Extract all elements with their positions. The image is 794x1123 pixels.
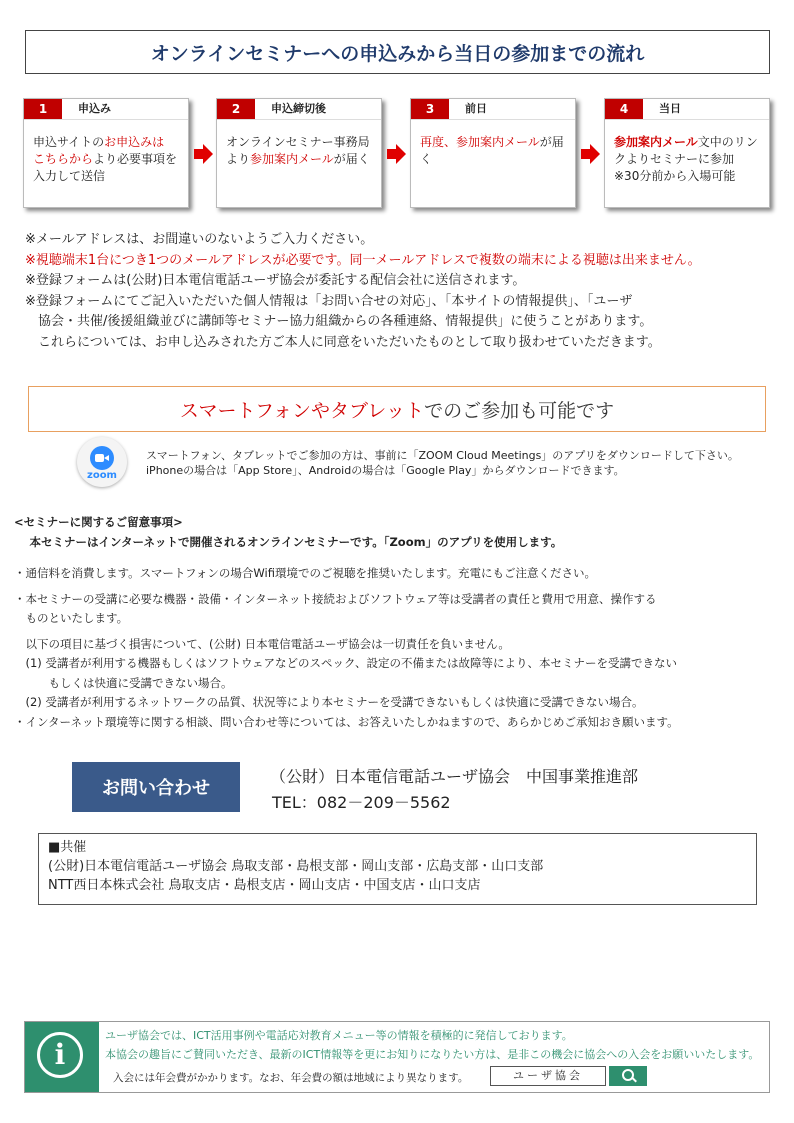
contact-tel: TEL：082－209－5562 bbox=[272, 793, 451, 812]
apply-link[interactable]: お申込みは bbox=[104, 135, 165, 149]
step-label: 当日 bbox=[659, 102, 681, 115]
arrow-icon bbox=[396, 144, 406, 164]
step-number: 1 bbox=[24, 99, 62, 119]
info-icon: i bbox=[37, 1032, 83, 1078]
info-box bbox=[24, 1021, 770, 1093]
cohost-heading: ■共催 bbox=[48, 840, 87, 855]
caution-item: もしくは快適に受講できない場合。 bbox=[14, 675, 233, 690]
note-line: ※登録フォームは(公財)日本電信電話ユーザ協会が委託する配信会社に送信されます。 bbox=[25, 273, 526, 288]
contact-button[interactable]: お問い合わせ bbox=[72, 762, 240, 812]
info-line: 入会には年会費がかかります。なお、年会費の額は地域により異なります。 bbox=[113, 1072, 469, 1084]
zoom-description: スマートフォン、タブレットでご参加の方は、事前に「ZOOM Cloud Meetings」のアプリをダウンロードして下さい。 iPhoneの場合は「App Store」、Androidの場合は「Google Play」からダウンロードできます。 bbox=[146, 449, 739, 477]
step-label: 申込締切後 bbox=[271, 102, 326, 115]
caution-item: ・インターネット環境等に関する相談、問い合わせ等については、お答えいたしかねますので、あらかじめご承知おき願います。 bbox=[14, 714, 679, 729]
step-number: 4 bbox=[605, 99, 643, 119]
note-line: ※メールアドレスは、お間違いのないようご入力ください。 bbox=[25, 232, 374, 247]
step-number: 2 bbox=[217, 99, 255, 119]
step-note: ※30分前から入場可能 bbox=[614, 169, 736, 183]
step-4 bbox=[604, 98, 770, 208]
info-line: 本協会の趣旨にご賛同いただき、最新のICT情報等を更にお知りになりたい方は、是非この機会に協会への入会をお願いいたします。 bbox=[105, 1048, 760, 1061]
note-line: これらについては、お申し込みされた方ご本人に同意をいただいたものとして取り扱わせていただきます。 bbox=[25, 334, 661, 350]
smartphone-banner: スマートフォンやタブレット でのご参加も可能です bbox=[28, 386, 766, 432]
cohost-box bbox=[38, 833, 757, 905]
zoom-logo-icon: zoom bbox=[77, 437, 127, 487]
step-1 bbox=[23, 98, 189, 208]
search-input[interactable]: ユーザ協会 bbox=[490, 1066, 606, 1086]
step-body: オンラインセミナー事務局より参加案内メールが届く bbox=[226, 135, 370, 166]
step-body: 申込サイトのお申込みは こちらからより必要事項を入力して送信 bbox=[33, 135, 178, 183]
step-3 bbox=[410, 98, 576, 208]
step-2 bbox=[216, 98, 382, 208]
info-line: ユーザ協会では、ICT活用事例や電話応対教育メニュー等の情報を積極的に発信しております。 bbox=[105, 1029, 573, 1042]
page-title: オンラインセミナーへの申込みから当日の参加までの流れ bbox=[25, 30, 770, 74]
arrow-icon bbox=[590, 144, 600, 164]
caution-item: ・通信料を消費します。スマートフォンの場合Wifi環境でのご視聴を推奨いたします。充電にもご注意ください。 bbox=[14, 566, 597, 580]
arrow-icon bbox=[203, 144, 213, 164]
cautions-subheading: 本セミナーはインターネットで開催されるオンラインセミナーです。「Zoom」のアプリを使用します。 bbox=[14, 534, 563, 549]
cohost-line: NTT西日本株式会社 鳥取支店・島根支店・岡山支店・中国支店・山口支店 bbox=[48, 878, 481, 893]
contact-org: （公財）日本電信電話ユーザ協会 中国事業推進部 bbox=[270, 767, 639, 786]
step-label: 前日 bbox=[465, 102, 487, 115]
notes bbox=[25, 230, 785, 353]
step-number: 3 bbox=[411, 99, 449, 119]
cohost-line: (公財)日本電信電話ユーザ協会 鳥取支部・島根支部・岡山支部・広島支部・山口支部 bbox=[48, 859, 544, 874]
search-button[interactable] bbox=[609, 1066, 647, 1086]
contact-info bbox=[270, 764, 638, 816]
note-line-warning: ※視聴端末1台につき1つのメールアドレスが必要です。同一メールアドレスで複数の端末による視聴は出来ません。 bbox=[25, 252, 701, 268]
here-link[interactable]: こちらから bbox=[33, 152, 94, 166]
caution-item: (1) 受講者が利用する機器もしくはソフトウェアなどのスペック、設定の不備または故障等により、本セミナーを受講できない bbox=[14, 656, 678, 670]
camera-icon bbox=[90, 446, 114, 470]
caution-item: 以下の項目に基づく損害について、(公財) 日本電信電話ユーザ協会は一切責任を負いません。 bbox=[14, 636, 510, 651]
cautions bbox=[14, 513, 794, 732]
caution-item: ものといたします。 bbox=[14, 611, 129, 625]
caution-item: (2) 受講者が利用するネットワークの品質、状況等により本セミナーを受講できないもしくは快適に受講できない場合。 bbox=[14, 695, 644, 709]
cautions-heading: <セミナーに関するご留意事項> bbox=[14, 515, 183, 529]
step-body: 再度、参加案内メールが届く bbox=[420, 135, 564, 166]
note-line: ※登録フォームにてご記入いただいた個人情報は「お問い合せの対応」、「本サイトの情報提供」、「ユーザ bbox=[25, 293, 633, 309]
step-label: 申込み bbox=[78, 102, 111, 115]
note-line: 協会・共催/後援組織並びに講師等セミナー協力組織からの各種連絡、情報提供」に使うことがあります。 bbox=[25, 314, 653, 329]
step-body: 参加案内メール文中のリンクよりセミナーに参加 ※30分前から入場可能 bbox=[614, 135, 758, 183]
caution-item: ・本セミナーの受講に必要な機器・設備・インターネット接続およびソフトウェア等は受講者の責任と費用で用意、操作する bbox=[14, 591, 657, 606]
